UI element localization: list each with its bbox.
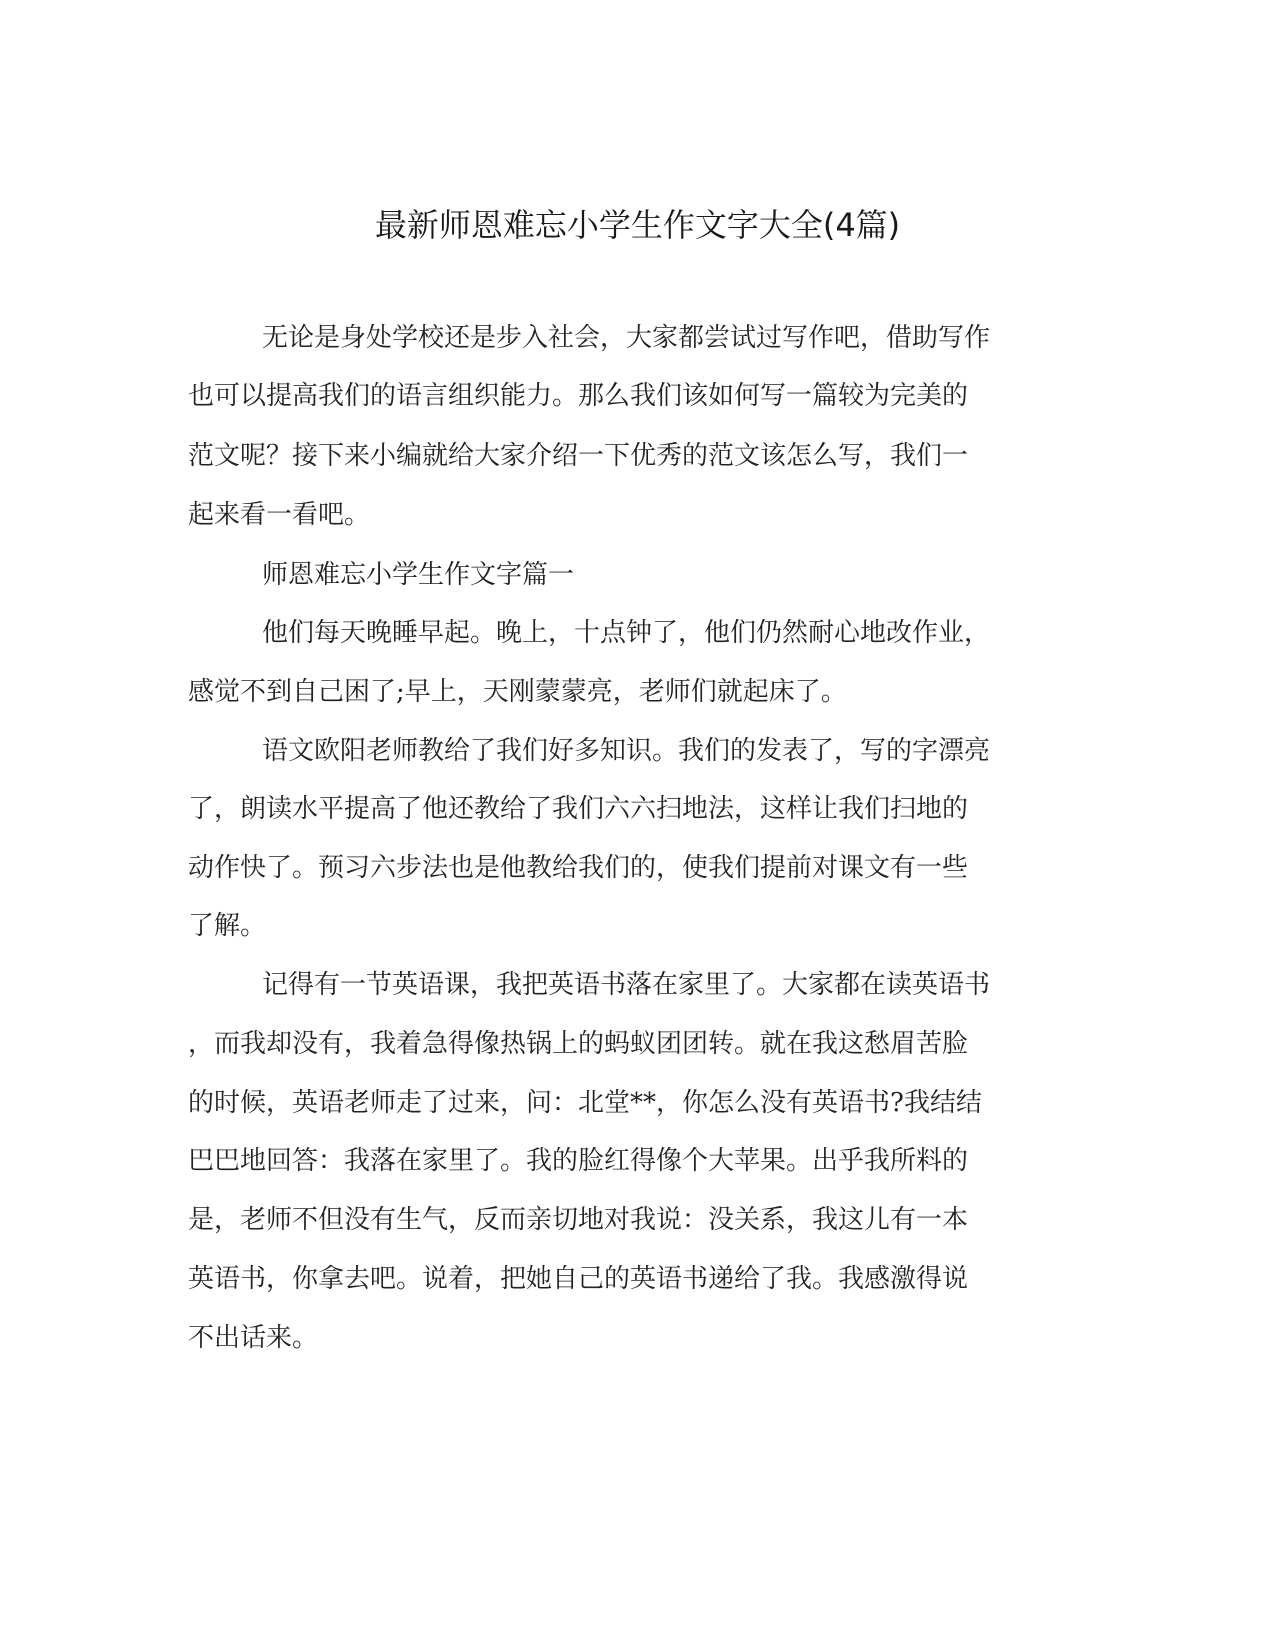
- paragraph-line: 是，老师不但没有生气，反而亲切地对我说：没关系，我这儿有一本: [188, 1205, 969, 1235]
- paragraph-line: 英语书，你拿去吧。说着，把她自己的英语书递给了我。我感激得说: [188, 1264, 969, 1294]
- paragraph-line: 记得有一节英语课，我把英语书落在家里了。大家都在读英语书: [262, 970, 991, 1000]
- document-title: 最新师恩难忘小学生作文字大全(4篇): [374, 206, 901, 244]
- paragraph-line: 范文呢？接下来小编就给大家介绍一下优秀的范文该怎么写，我们一: [188, 441, 969, 471]
- paragraph-line: 他们每天晚睡早起。晚上，十点钟了，他们仍然耐心地改作业，: [262, 618, 991, 648]
- section-heading: 师恩难忘小学生作文字篇一: [262, 560, 575, 590]
- paragraph-line: 了，朗读水平提高了他还教给了我们六六扫地法，这样让我们扫地的: [188, 794, 969, 824]
- paragraph-line: 感觉不到自己困了;早上，天刚蒙蒙亮，老师们就起床了。: [188, 677, 847, 707]
- paragraph-line: 动作快了。预习六步法也是他教给我们的，使我们提前对课文有一些: [188, 853, 969, 883]
- paragraph-line: 语文欧阳老师教给了我们好多知识。我们的发表了，写的字漂亮: [262, 736, 991, 766]
- paragraph-line: 不出话来。: [188, 1323, 319, 1353]
- paragraph-line: 巴巴地回答：我落在家里了。我的脸红得像个大苹果。出乎我所料的: [188, 1146, 969, 1176]
- paragraph-line: 也可以提高我们的语言组织能力。那么我们该如何写一篇较为完美的: [188, 381, 969, 411]
- paragraph-line: ，而我却没有，我着急得像热锅上的蚂蚁团团转。就在我这愁眉苦脸: [188, 1029, 969, 1059]
- paragraph-line: 起来看一看吧。: [188, 500, 371, 530]
- paragraph-line: 了解。: [188, 911, 267, 941]
- paragraph-line: 的时候，英语老师走了过来，问：北堂**，你怎么没有英语书?我结结: [188, 1088, 982, 1118]
- paragraph-line: 无论是身处学校还是步入社会，大家都尝试过写作吧，借助写作: [262, 323, 991, 353]
